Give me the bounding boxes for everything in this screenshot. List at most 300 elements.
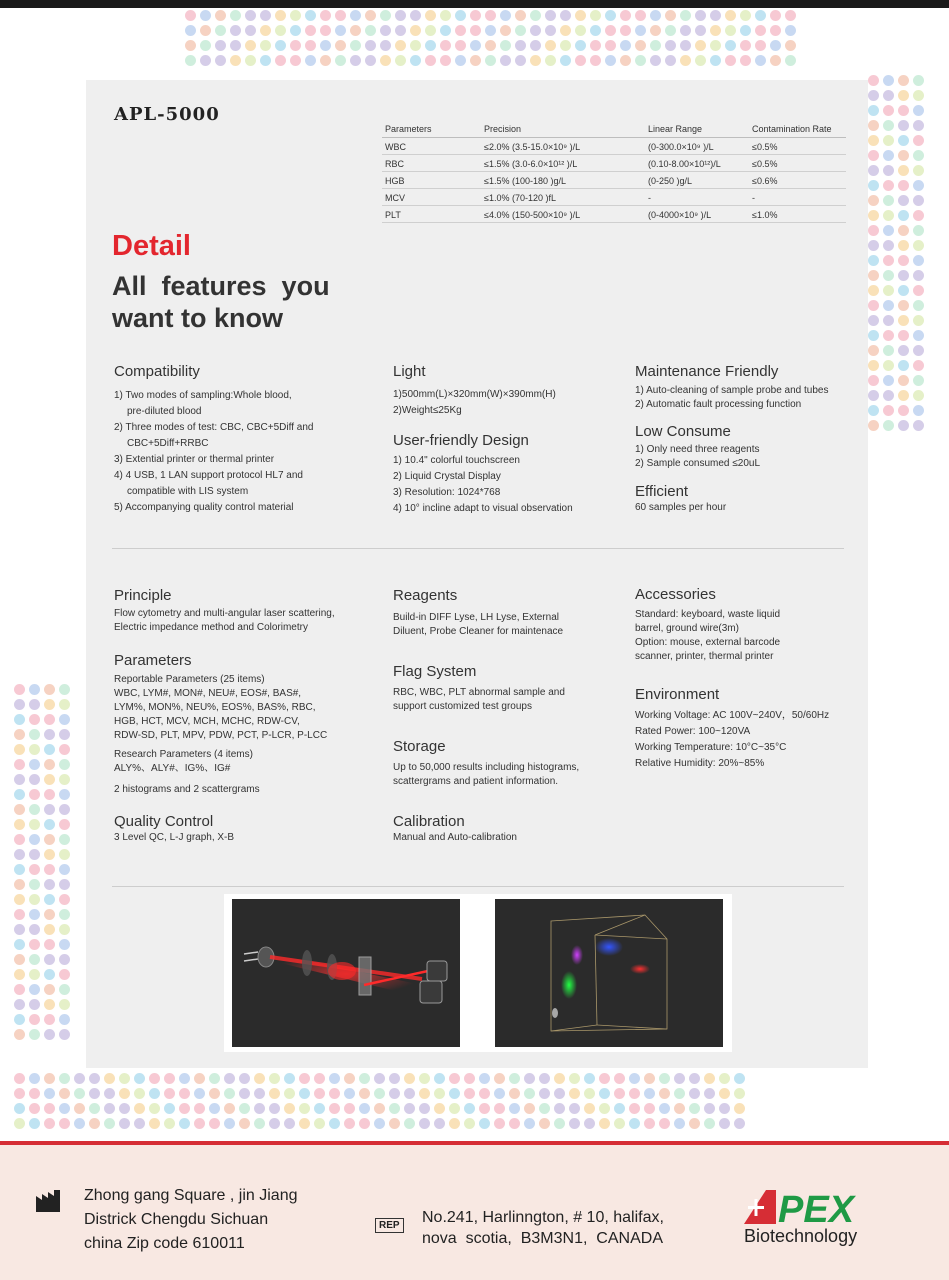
decorative-dot [59, 1118, 70, 1129]
decorative-dot [883, 270, 894, 281]
decorative-dot [509, 1073, 520, 1084]
decorative-dot [410, 10, 421, 21]
decorative-dot [470, 55, 481, 66]
calibration-list [393, 831, 613, 845]
decorative-dot [545, 10, 556, 21]
decorative-dot [59, 969, 70, 980]
decorative-dot [485, 55, 496, 66]
decorative-dot [14, 744, 25, 755]
decorative-dot [455, 55, 466, 66]
decorative-dot [59, 984, 70, 995]
decorative-dots-right [868, 75, 924, 431]
decorative-dot [14, 939, 25, 950]
decorative-dot [14, 729, 25, 740]
decorative-dot [350, 55, 361, 66]
decorative-dot [464, 1088, 475, 1099]
decorative-dot [680, 25, 691, 36]
list-item: 3) Resolution: 1024*768 [393, 487, 501, 498]
decorative-dot [470, 40, 481, 51]
research-parameters-title: Research Parameters (4 items) [114, 749, 253, 760]
decorative-dot [344, 1088, 355, 1099]
decorative-dot [44, 1014, 55, 1025]
address-line: No.241, Harlinngton, # 10, halifax, [422, 1209, 664, 1226]
spec-table [382, 124, 846, 223]
list-item: 2) Liquid Crystal Display [393, 471, 501, 482]
decorative-dot [770, 25, 781, 36]
decorative-dot [680, 40, 691, 51]
decorative-dot [389, 1073, 400, 1084]
decorative-dot [29, 819, 40, 830]
decorative-dot [500, 10, 511, 21]
table-cell: ≤1.0% [749, 206, 846, 223]
decorative-dot [434, 1088, 445, 1099]
decorative-dot [913, 180, 924, 191]
decorative-dot [104, 1118, 115, 1129]
list-item: Working Voltage: AC 100V~240V，50/60Hz [635, 710, 830, 721]
decorative-dot [455, 10, 466, 21]
decorative-dot [883, 330, 894, 341]
decorative-dot [59, 894, 70, 905]
decorative-dot [590, 40, 601, 51]
decorative-dot [14, 879, 25, 890]
decorative-dot [464, 1118, 475, 1129]
decorative-dot [530, 10, 541, 21]
decorative-dot [104, 1103, 115, 1114]
decorative-dot [389, 1088, 400, 1099]
efficient-list [635, 501, 860, 515]
decorative-dot [29, 684, 40, 695]
decorative-dot [29, 804, 40, 815]
decorative-dot [365, 25, 376, 36]
decorative-dot [29, 1088, 40, 1099]
decorative-dot [734, 1073, 745, 1084]
decorative-dot [344, 1118, 355, 1129]
decorative-dot [898, 255, 909, 266]
decorative-dot [59, 879, 70, 890]
list-item: 1)500mm(L)×320mm(W)×390mm(H) [393, 389, 556, 400]
decorative-dot [14, 789, 25, 800]
decorative-dot [868, 150, 879, 161]
decorative-dot [89, 1073, 100, 1084]
decorative-dot [494, 1118, 505, 1129]
user-friendly-list [393, 453, 613, 517]
decorative-dot [913, 345, 924, 356]
decorative-dot [14, 1029, 25, 1040]
decorative-dot [913, 405, 924, 416]
decorative-dot [14, 759, 25, 770]
decorative-dot [404, 1118, 415, 1129]
decorative-dot [365, 10, 376, 21]
decorative-dot [599, 1088, 610, 1099]
list-item: Diluent, Probe Cleaner for maintenace [393, 626, 564, 637]
decorative-dot [29, 864, 40, 875]
decorative-dot [659, 1103, 670, 1114]
decorative-dot [29, 699, 40, 710]
decorative-dot [868, 360, 879, 371]
rep-address [422, 1207, 664, 1249]
decorative-dot [44, 744, 55, 755]
decorative-dot [185, 40, 196, 51]
decorative-dot [44, 849, 55, 860]
decorative-dot [449, 1103, 460, 1114]
decorative-dot [29, 999, 40, 1010]
decorative-dot [868, 120, 879, 131]
decorative-dot [554, 1088, 565, 1099]
flag-system-title: Flag System [393, 663, 477, 680]
decorative-dot [290, 40, 301, 51]
decorative-dot [14, 1073, 25, 1084]
decorative-dot [305, 40, 316, 51]
accessories-title: Accessories [635, 586, 716, 603]
decorative-dot [650, 25, 661, 36]
decorative-dot [44, 834, 55, 845]
decorative-dot [14, 849, 25, 860]
decorative-dot [44, 1118, 55, 1129]
list-item: 60 samples per hour [635, 502, 727, 513]
list-item: 2) Automatic fault processing function [635, 399, 802, 410]
decorative-dot [644, 1118, 655, 1129]
decorative-dot [29, 924, 40, 935]
decorative-dot [215, 10, 226, 21]
decorative-dot [898, 240, 909, 251]
decorative-dot [695, 10, 706, 21]
decorative-dot [224, 1088, 235, 1099]
decorative-dot [59, 849, 70, 860]
decorative-dot [710, 55, 721, 66]
decorative-dot [29, 1103, 40, 1114]
decorative-dot [449, 1118, 460, 1129]
logo-text: PEX [778, 1189, 855, 1231]
table-cell: PLT [382, 206, 481, 223]
decorative-dot [89, 1118, 100, 1129]
decorative-dot [44, 1088, 55, 1099]
decorative-dot [389, 1118, 400, 1129]
decorative-dot [29, 939, 40, 950]
decorative-dot [659, 1118, 670, 1129]
decorative-dot [515, 55, 526, 66]
decorative-dot [605, 10, 616, 21]
decorative-dot [254, 1073, 265, 1084]
decorative-dot [305, 10, 316, 21]
list-item: 2) Three modes of test: CBC, CBC+5Diff and [114, 422, 314, 433]
decorative-dot [719, 1118, 730, 1129]
decorative-dot [245, 25, 256, 36]
decorative-dot [200, 40, 211, 51]
decorative-dot [898, 375, 909, 386]
decorative-dot [194, 1073, 205, 1084]
list-item: barrel, ground wire(3m) [635, 623, 739, 634]
decorative-dot [883, 360, 894, 371]
decorative-dot [44, 909, 55, 920]
decorative-dot [629, 1088, 640, 1099]
headline-line: want to know [112, 303, 283, 333]
address-line: Zhong gang Square , jin Jiang [84, 1187, 298, 1204]
decorative-dot [539, 1103, 550, 1114]
table-cell: (0-4000×10⁹ )/L [645, 206, 749, 223]
decorative-dot [635, 10, 646, 21]
decorative-dot [569, 1088, 580, 1099]
decorative-dot [59, 1014, 70, 1025]
table-cell: (0-250 )g/L [645, 172, 749, 189]
decorative-dot [524, 1073, 535, 1084]
decorative-dot [650, 40, 661, 51]
decorative-dot [500, 40, 511, 51]
decorative-dot [785, 55, 796, 66]
decorative-dot [59, 909, 70, 920]
decorative-dot [868, 420, 879, 431]
decorative-dot [485, 10, 496, 21]
decorative-dot [740, 40, 751, 51]
decorative-dot [44, 864, 55, 875]
decorative-dot [200, 55, 211, 66]
decorative-dot [883, 300, 894, 311]
decorative-dot [605, 25, 616, 36]
list-item: Working Temperature: 10°C~35°C [635, 742, 787, 753]
decorative-dot [898, 405, 909, 416]
decorative-dot [149, 1088, 160, 1099]
decorative-dot [59, 924, 70, 935]
decorative-dot [599, 1073, 610, 1084]
decorative-dot [680, 55, 691, 66]
decorative-dot [455, 25, 466, 36]
list-item: 1) Auto-cleaning of sample probe and tubes [635, 385, 829, 396]
decorative-dot [254, 1103, 265, 1114]
list-item: Electric impedance method and Colorimetry [114, 622, 308, 633]
decorative-dot [44, 729, 55, 740]
decorative-dot [14, 969, 25, 980]
decorative-dot [269, 1073, 280, 1084]
decorative-dot [913, 315, 924, 326]
decorative-dot [29, 1029, 40, 1040]
flag-system-list [393, 686, 613, 714]
decorative-dot [725, 55, 736, 66]
decorative-dot [410, 40, 421, 51]
decorative-dot [314, 1088, 325, 1099]
manufacturer-address [84, 1184, 297, 1256]
decorative-dot [734, 1103, 745, 1114]
decorative-dot [314, 1118, 325, 1129]
decorative-dot [245, 55, 256, 66]
decorative-dot [599, 1103, 610, 1114]
decorative-dot [554, 1118, 565, 1129]
decorative-dot [560, 25, 571, 36]
decorative-dot [913, 150, 924, 161]
decorative-dot [719, 1073, 730, 1084]
decorative-dot [898, 75, 909, 86]
decorative-dot [883, 390, 894, 401]
decorative-dot [868, 330, 879, 341]
decorative-dot [269, 1088, 280, 1099]
decorative-dot [883, 285, 894, 296]
table-cell: ≤4.0% (150-500×10⁹ )/L [481, 206, 645, 223]
table-row [382, 138, 846, 155]
decorative-dot [359, 1118, 370, 1129]
decorative-dot [59, 744, 70, 755]
decorative-dot [425, 55, 436, 66]
list-item: 2)Weight≤25Kg [393, 405, 462, 416]
storage-list [393, 761, 613, 789]
decorative-dot [269, 1103, 280, 1114]
list-item: Up to 50,000 results including histograms, [393, 762, 580, 773]
decorative-dot [44, 1073, 55, 1084]
decorative-dot [119, 1118, 130, 1129]
decorative-dot [575, 10, 586, 21]
decorative-dot [29, 969, 40, 980]
decorative-dot [14, 819, 25, 830]
decorative-dot [14, 714, 25, 725]
decorative-dot [164, 1073, 175, 1084]
decorative-dot [883, 75, 894, 86]
quality-control-list [114, 831, 364, 845]
decorative-dot [29, 894, 40, 905]
decorative-dot [14, 894, 25, 905]
decorative-dot [614, 1088, 625, 1099]
decorative-dot [419, 1088, 430, 1099]
spec-table-header [382, 124, 846, 138]
decorative-dot [44, 774, 55, 785]
decorative-dot [515, 25, 526, 36]
decorative-dot [659, 1073, 670, 1084]
decorative-dot [425, 40, 436, 51]
decorative-dot [29, 879, 40, 890]
decorative-dot [434, 1118, 445, 1129]
decorative-dot [464, 1103, 475, 1114]
decorative-dot [898, 210, 909, 221]
decorative-dot [14, 774, 25, 785]
storage-title: Storage [393, 738, 446, 755]
decorative-dot [770, 40, 781, 51]
table-row [382, 155, 846, 172]
decorative-dot [239, 1118, 250, 1129]
table-cell: (0-300.0×10⁹ )/L [645, 138, 749, 155]
rep-badge: REP [375, 1218, 404, 1233]
decorative-dot [785, 40, 796, 51]
decorative-dot [455, 40, 466, 51]
decorative-dot [164, 1103, 175, 1114]
list-item: compatible with LIS system [127, 486, 249, 497]
decorative-dot [29, 984, 40, 995]
decorative-dot [14, 924, 25, 935]
decorative-dot [230, 55, 241, 66]
decorative-dot [14, 804, 25, 815]
decorative-dot [515, 10, 526, 21]
decorative-dot [898, 345, 909, 356]
decorative-dot [614, 1103, 625, 1114]
decorative-dot [380, 25, 391, 36]
decorative-dot [44, 879, 55, 890]
decorative-dot [365, 40, 376, 51]
decorative-dot [470, 10, 481, 21]
decorative-dot [179, 1088, 190, 1099]
list-item: ALY%、ALY#、IG%、IG# [114, 763, 231, 774]
parameters-title: Parameters [114, 652, 192, 669]
address-line: china Zip code 610011 [84, 1235, 245, 1252]
list-item: support customized test groups [393, 701, 532, 712]
table-cell: ≤1.5% (100-180 )g/L [481, 172, 645, 189]
decorative-dot [539, 1073, 550, 1084]
list-item: Manual and Auto-calibration [393, 832, 517, 843]
decorative-dot [605, 40, 616, 51]
decorative-dot [149, 1073, 160, 1084]
list-item: 5) Accompanying quality control material [114, 502, 294, 513]
decorative-dot [494, 1103, 505, 1114]
decorative-dot [44, 759, 55, 770]
decorative-dot [868, 180, 879, 191]
decorative-dot [179, 1118, 190, 1129]
decorative-dot [755, 55, 766, 66]
decorative-dot [719, 1088, 730, 1099]
decorative-dot [14, 954, 25, 965]
decorative-dot [299, 1088, 310, 1099]
decorative-dot [260, 25, 271, 36]
decorative-dot [59, 1029, 70, 1040]
decorative-dot [898, 225, 909, 236]
decorative-dot [59, 999, 70, 1010]
decorative-dot [344, 1073, 355, 1084]
decorative-dot [524, 1103, 535, 1114]
decorative-dot [560, 55, 571, 66]
decorative-dot [44, 1103, 55, 1114]
decorative-dot [770, 10, 781, 21]
decorative-dot [560, 10, 571, 21]
decorative-dot [185, 10, 196, 21]
accessories-list [635, 608, 860, 664]
decorative-dot [284, 1073, 295, 1084]
decorative-dot [260, 40, 271, 51]
decorative-dot [883, 120, 894, 131]
efficient-title: Efficient [635, 483, 689, 500]
decorative-dot [575, 25, 586, 36]
decorative-dot [305, 55, 316, 66]
decorative-dot [404, 1073, 415, 1084]
decorative-dot [14, 999, 25, 1010]
table-cell: RBC [382, 155, 481, 172]
decorative-dot [898, 105, 909, 116]
detail-headline [112, 270, 412, 334]
list-item: 1) 10.4" colorful touchscreen [393, 455, 520, 466]
decorative-dot [755, 25, 766, 36]
decorative-dot [59, 699, 70, 710]
decorative-dot [913, 300, 924, 311]
decorative-dot [913, 165, 924, 176]
decorative-dot [635, 40, 646, 51]
decorative-dot [374, 1088, 385, 1099]
decorative-dot [260, 55, 271, 66]
decorative-dot [509, 1088, 520, 1099]
list-item: CBC+5Diff+RRBC [127, 438, 209, 449]
decorative-dot [740, 25, 751, 36]
decorative-dot [898, 150, 909, 161]
decorative-dot [395, 25, 406, 36]
manufacturer-icon [36, 1190, 60, 1212]
decorative-dot [868, 165, 879, 176]
decorative-dot [59, 789, 70, 800]
decorative-dot [299, 1073, 310, 1084]
decorative-dot [635, 55, 646, 66]
decorative-dot [44, 954, 55, 965]
decorative-dot [134, 1088, 145, 1099]
decorative-dot [898, 165, 909, 176]
decorative-dot [545, 25, 556, 36]
list-item: 1) Two modes of sampling:Whole blood, [114, 390, 292, 401]
decorative-dot [674, 1088, 685, 1099]
decorative-dot [545, 40, 556, 51]
decorative-dot [344, 1103, 355, 1114]
decorative-dot [515, 40, 526, 51]
decorative-dot [410, 25, 421, 36]
table-cell: ≤0.5% [749, 155, 846, 172]
decorative-dot [695, 25, 706, 36]
